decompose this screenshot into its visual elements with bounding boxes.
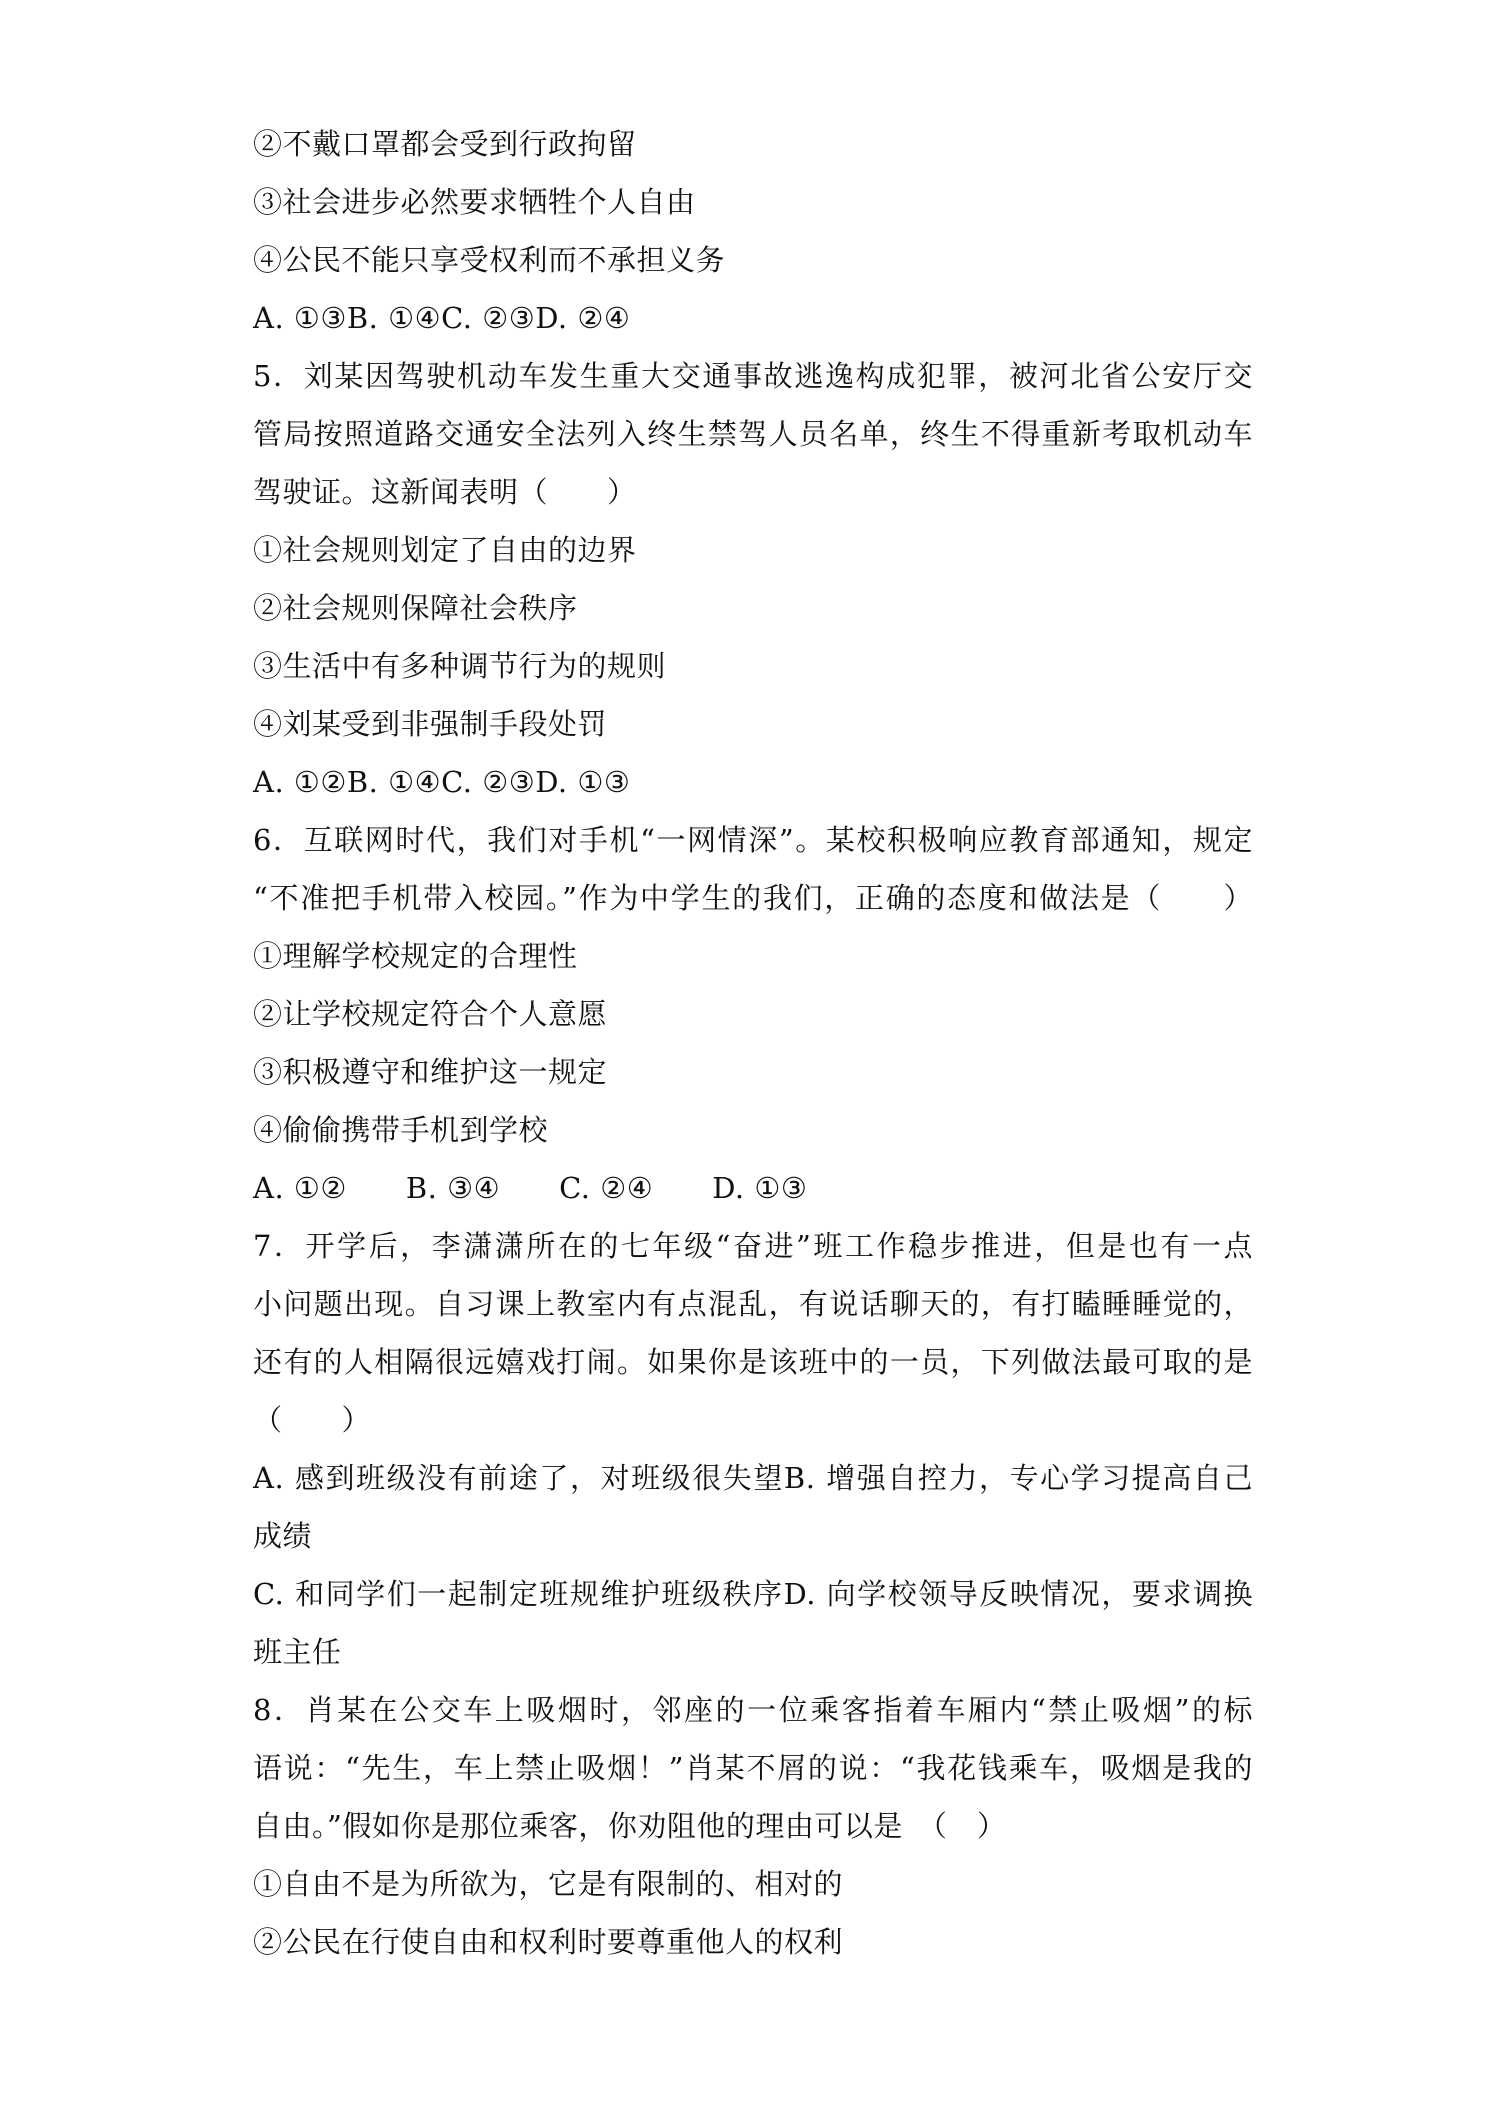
q7-answer-cd-line-2: 班主任 xyxy=(253,1635,342,1669)
q4-option-2: ②不戴口罩都会受到行政拘留 xyxy=(253,127,637,161)
q6-option-2: ②让学校规定符合个人意愿 xyxy=(253,997,608,1031)
q6-option-3: ③积极遵守和维护这一规定 xyxy=(253,1055,608,1089)
q7-stem-line-1: 7．开学后，李潇潇所在的七年级“奋进”班工作稳步推进，但是也有一点 xyxy=(253,1229,1253,1263)
q7-stem-line-2: 小问题出现。自习课上教室内有点混乱，有说话聊天的，有打瞌睡睡觉的， xyxy=(253,1287,1253,1321)
q7-stem-line-3: 还有的人相隔很远嬉戏打闹。如果你是该班中的一员，下列做法最可取的是 xyxy=(253,1345,1253,1379)
q4-answer-choices: A. ①③B. ①④C. ②③D. ②④ xyxy=(253,301,631,335)
q5-stem-line-3: 驾驶证。这新闻表明（ ） xyxy=(253,475,637,509)
q5-answer-choices: A. ①②B. ①④C. ②③D. ①③ xyxy=(253,765,631,799)
q4-option-4: ④公民不能只享受权利而不承担义务 xyxy=(253,243,726,277)
q5-stem-line-2: 管局按照道路交通安全法列入终生禁驾人员名单，终生不得重新考取机动车 xyxy=(253,417,1253,451)
q5-option-2: ②社会规则保障社会秩序 xyxy=(253,591,578,625)
q6-stem-line-2: “不准把手机带入校园。”作为中学生的我们，正确的态度和做法是（ ） xyxy=(253,881,1253,915)
q8-option-1: ①自由不是为所欲为，它是有限制的、相对的 xyxy=(253,1867,844,1901)
q6-answer-choices: A. ①② B. ③④ C. ②④ D. ①③ xyxy=(253,1171,808,1205)
q8-stem-line-3: 自由。”假如你是那位乘客，你劝阻他的理由可以是 （ ） xyxy=(253,1809,1007,1843)
q5-stem-line-1: 5．刘某因驾驶机动车发生重大交通事故逃逸构成犯罪，被河北省公安厅交 xyxy=(253,359,1253,393)
q6-option-1: ①理解学校规定的合理性 xyxy=(253,939,578,973)
q5-option-1: ①社会规则划定了自由的边界 xyxy=(253,533,637,567)
q5-option-3: ③生活中有多种调节行为的规则 xyxy=(253,649,667,683)
q7-answer-ab-line-1: A. 感到班级没有前途了，对班级很失望B. 增强自控力，专心学习提高自己 xyxy=(253,1461,1253,1495)
q6-option-4: ④偷偷携带手机到学校 xyxy=(253,1113,549,1147)
q7-answer-cd-line-1: C. 和同学们一起制定班规维护班级秩序D. 向学校领导反映情况，要求调换 xyxy=(253,1577,1253,1611)
q4-option-3: ③社会进步必然要求牺牲个人自由 xyxy=(253,185,696,219)
q7-stem-line-4: （ ） xyxy=(253,1403,372,1437)
q8-option-2: ②公民在行使自由和权利时要尊重他人的权利 xyxy=(253,1925,844,1959)
q8-stem-line-2: 语说：“先生，车上禁止吸烟！”肖某不屑的说：“我花钱乘车，吸烟是我的 xyxy=(253,1751,1253,1785)
q6-stem-line-1: 6．互联网时代，我们对手机“一网情深”。某校积极响应教育部通知，规定 xyxy=(253,823,1253,857)
q7-answer-ab-line-2: 成绩 xyxy=(253,1519,313,1553)
q8-stem-line-1: 8．肖某在公交车上吸烟时，邻座的一位乘客指着车厢内“禁止吸烟”的标 xyxy=(253,1693,1253,1727)
q5-option-4: ④刘某受到非强制手段处罚 xyxy=(253,707,608,741)
